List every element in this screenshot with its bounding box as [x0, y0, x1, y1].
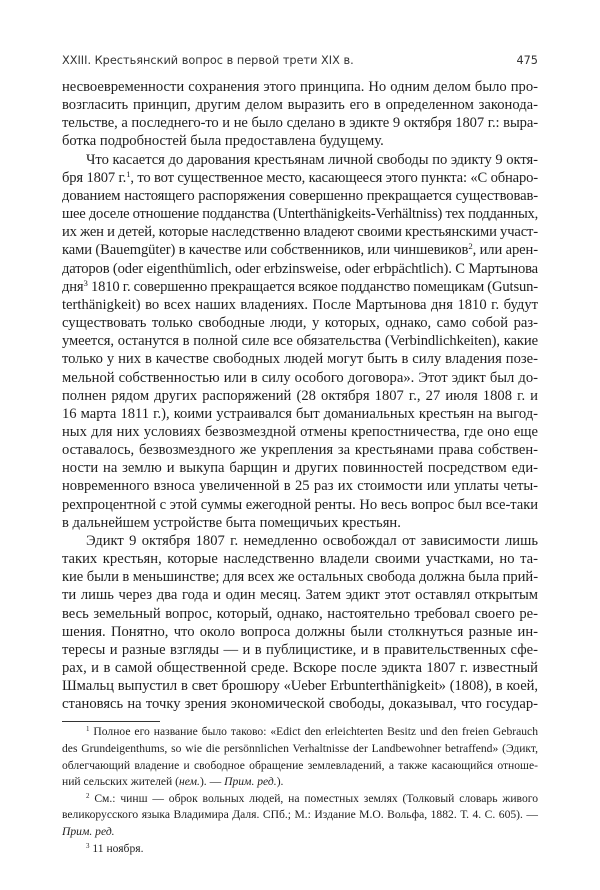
text-run: ности на землю и выкупа барщин и других повинностей посредством еди-: [62, 460, 538, 477]
text-run: в дальнейшем устройстве быта помещичьих крестьян.: [62, 514, 401, 531]
running-title: XXIII. Крестьянский вопрос в первой трети XIX в.: [62, 54, 354, 67]
footnote-line: [62, 758, 538, 775]
footnote-marker: 1: [126, 168, 131, 179]
footnote-marker: 2: [86, 792, 90, 801]
italic-text: нем.: [179, 775, 200, 789]
footnote-line: [62, 807, 538, 824]
text-run: умеется, останутся в полной силе все обязательства (Verbindlichkeiten), какие: [62, 333, 538, 350]
text-run: дованием настоящего распоряжения совершенно прекращается существовав-: [62, 187, 538, 204]
body-line: [62, 423, 538, 441]
page-number: 475: [516, 54, 538, 67]
text-run: ками (Bauemgüter) в качестве или собственников, или чиншевиков: [62, 242, 469, 259]
text-run: ботка подробностей была предоставлена будущему.: [62, 133, 384, 150]
body-line: [62, 187, 538, 205]
footnote-line: [62, 791, 538, 808]
body-line: [62, 641, 538, 659]
body-line: [62, 223, 538, 241]
text-run: Что касается до дарования крестьянам личной свободы по эдикту 9 октя-: [86, 151, 538, 168]
footnote-line: [62, 824, 538, 841]
body-line: [62, 496, 538, 514]
text-run: мельной собственностью или в силу особого договора». Этот эдикт был до-: [62, 369, 538, 386]
text-run: полнен рядом других распоряжений (28 октября 1807 г., 27 июля 1808 г. и: [62, 387, 538, 404]
running-header: [62, 53, 538, 69]
body-line: [62, 550, 538, 568]
text-run: 16 марта 1811 г.), коими устраивался быт доманиальных крестьян на выгод-: [62, 405, 538, 422]
italic-text: Прим. ред.: [62, 825, 115, 839]
text-run: terthänigkeit) во всех наших владениях. После Мартынова дня 1810 г. будут: [62, 296, 538, 313]
text-run: тересы и разные взгляды — и в публицистике, и в правительственных сфе-: [62, 641, 538, 658]
body-line: [62, 514, 538, 532]
body-line: [62, 350, 538, 368]
footnote-marker: 1: [86, 725, 90, 734]
body-line: [62, 677, 538, 695]
body-line: [62, 278, 538, 296]
body-line: [62, 96, 538, 114]
body-line: [62, 332, 538, 350]
footnote-line: [62, 741, 538, 758]
body-line: [62, 241, 538, 259]
body-line: [62, 78, 538, 96]
body-line: [62, 387, 538, 405]
footnote-line: [62, 841, 538, 858]
body-line: [62, 296, 538, 314]
footnote-line: [62, 724, 538, 741]
body-line: [62, 169, 538, 187]
text-run: 11 ноября.: [89, 841, 144, 855]
footnote-line: [62, 774, 538, 791]
text-run: новременного взноса увеличенной в 25 раз их стоимости или уплаты четы-: [62, 478, 538, 495]
body-text: [62, 78, 538, 713]
text-run: Эдикт 9 октября 1807 г. немедленно освобождал от зависимости лишь: [86, 532, 538, 549]
text-run: несвоевременности сохранения этого принципа. Но одним делом было про-: [62, 79, 538, 95]
text-run: бря 1807 г.: [62, 169, 127, 186]
text-run: тельстве, а последнего-то и не было сделано в эдикте 9 октября 1807 г.: выра-: [62, 115, 538, 132]
text-run: кие были в меньшинстве; для всех же остальных свобода должна была прий-: [62, 569, 538, 586]
body-line: [62, 260, 538, 278]
body-line: [62, 623, 538, 641]
body-line: [62, 441, 538, 459]
text-run: Полное его название было таково: «Edict den erleichterten Besitz und den freien Gebrauch: [89, 725, 538, 739]
footnote-marker: 3: [86, 841, 90, 850]
text-run: дня: [62, 278, 84, 295]
text-run: ). —: [199, 775, 225, 789]
text-run: Шмальц выпустил в свет брошюру «Ueber Erbunterthänigkeit» (1808), в коей,: [62, 678, 538, 695]
body-line: [62, 532, 538, 550]
body-line: [62, 695, 538, 713]
text-run: 1810 г. совершенно прекращается всякое подданство помещикам (Gutsun-: [87, 278, 538, 295]
text-run: только у них в качестве свободных людей могут быть в силу владения позе-: [62, 351, 538, 368]
italic-text: Прим. ред.: [224, 775, 277, 789]
text-run: des Grundeigenthums, so wie die persönnlichen Verhaltnisse der Landbewohner betraffend» (Эдикт,: [62, 742, 538, 756]
body-line: [62, 659, 538, 677]
text-run: даторов (oder eigenthümlich, oder erbzinsweise, oder erbpächtlich). С Мартынова: [62, 260, 538, 277]
text-run: оставалось, безвозмездного же укрепления за крестьянами права собствен-: [62, 442, 538, 459]
text-run: великорусского языка Владимира Даля. СПб.; М.: Издание М.О. Вольфа, 1882. Т. 4. С. 605). —: [62, 808, 538, 822]
body-line: [62, 114, 538, 132]
text-run: облегчающий владение и свободное обращение землевладений, а также касающийся отноше-: [62, 758, 538, 772]
text-run: ных для них условиях безвозмездной отмены крепостничества, где оно еще: [62, 423, 538, 440]
text-run: рехпроцентной с этой суммы ежегодной ренты. Но весь вопрос был все-таки: [62, 496, 538, 513]
text-run: шения. Понятно, что около вопроса должны были столкнуться разные ин-: [62, 623, 538, 640]
footnote-divider: [62, 721, 160, 722]
body-line: [62, 605, 538, 623]
text-run: их жен и детей, которые наследственно владеют своими крестьянскими участ-: [62, 224, 538, 241]
footnote-marker: 2: [468, 241, 473, 252]
body-line: [62, 477, 538, 495]
text-run: , или арен-: [472, 242, 538, 259]
text-run: ти лишь через два года и один месяц. Затем эдикт этот оставлял открытым: [62, 587, 538, 604]
text-run: ).: [276, 775, 284, 789]
text-run: таких крестьян, которые наследственно владели своими участками, но та-: [62, 551, 538, 568]
body-line: [62, 586, 538, 604]
text-run: становясь на точку зрения экономической свободы, доказывал, что государ-: [62, 696, 538, 713]
body-line: [62, 568, 538, 586]
text-run: рах, и в самой общественной среде. Вскоре после эдикта 1807 г. известный: [62, 660, 538, 676]
footnotes: [62, 724, 538, 857]
text-run: шее доселе отношение подданства (Unterthänigkeits-Verhältniss) тех подданных,: [62, 206, 538, 223]
body-line: [62, 132, 538, 150]
body-line: [62, 459, 538, 477]
text-run: весь земельный вопрос, который, однако, настоятельно требовал своего ре-: [62, 605, 538, 622]
body-line: [62, 405, 538, 423]
body-line: [62, 369, 538, 387]
text-run: существовать только свободные люди, у которых, однако, само собой раз-: [62, 315, 538, 332]
text-run: См.: чинш — оброк вольных людей, на поместных землях (Толковый словарь живого: [89, 791, 538, 805]
text-run: возгласить принцип, другим делом выразить его в определенном законода-: [62, 97, 538, 114]
text-run: , то вот существенное место, касающееся этого пункта: «С обнаро-: [130, 169, 538, 186]
body-line: [62, 205, 538, 223]
footnote-marker: 3: [83, 277, 88, 288]
text-run: ний сельских жителей (: [62, 775, 180, 789]
body-line: [62, 151, 538, 169]
body-line: [62, 314, 538, 332]
